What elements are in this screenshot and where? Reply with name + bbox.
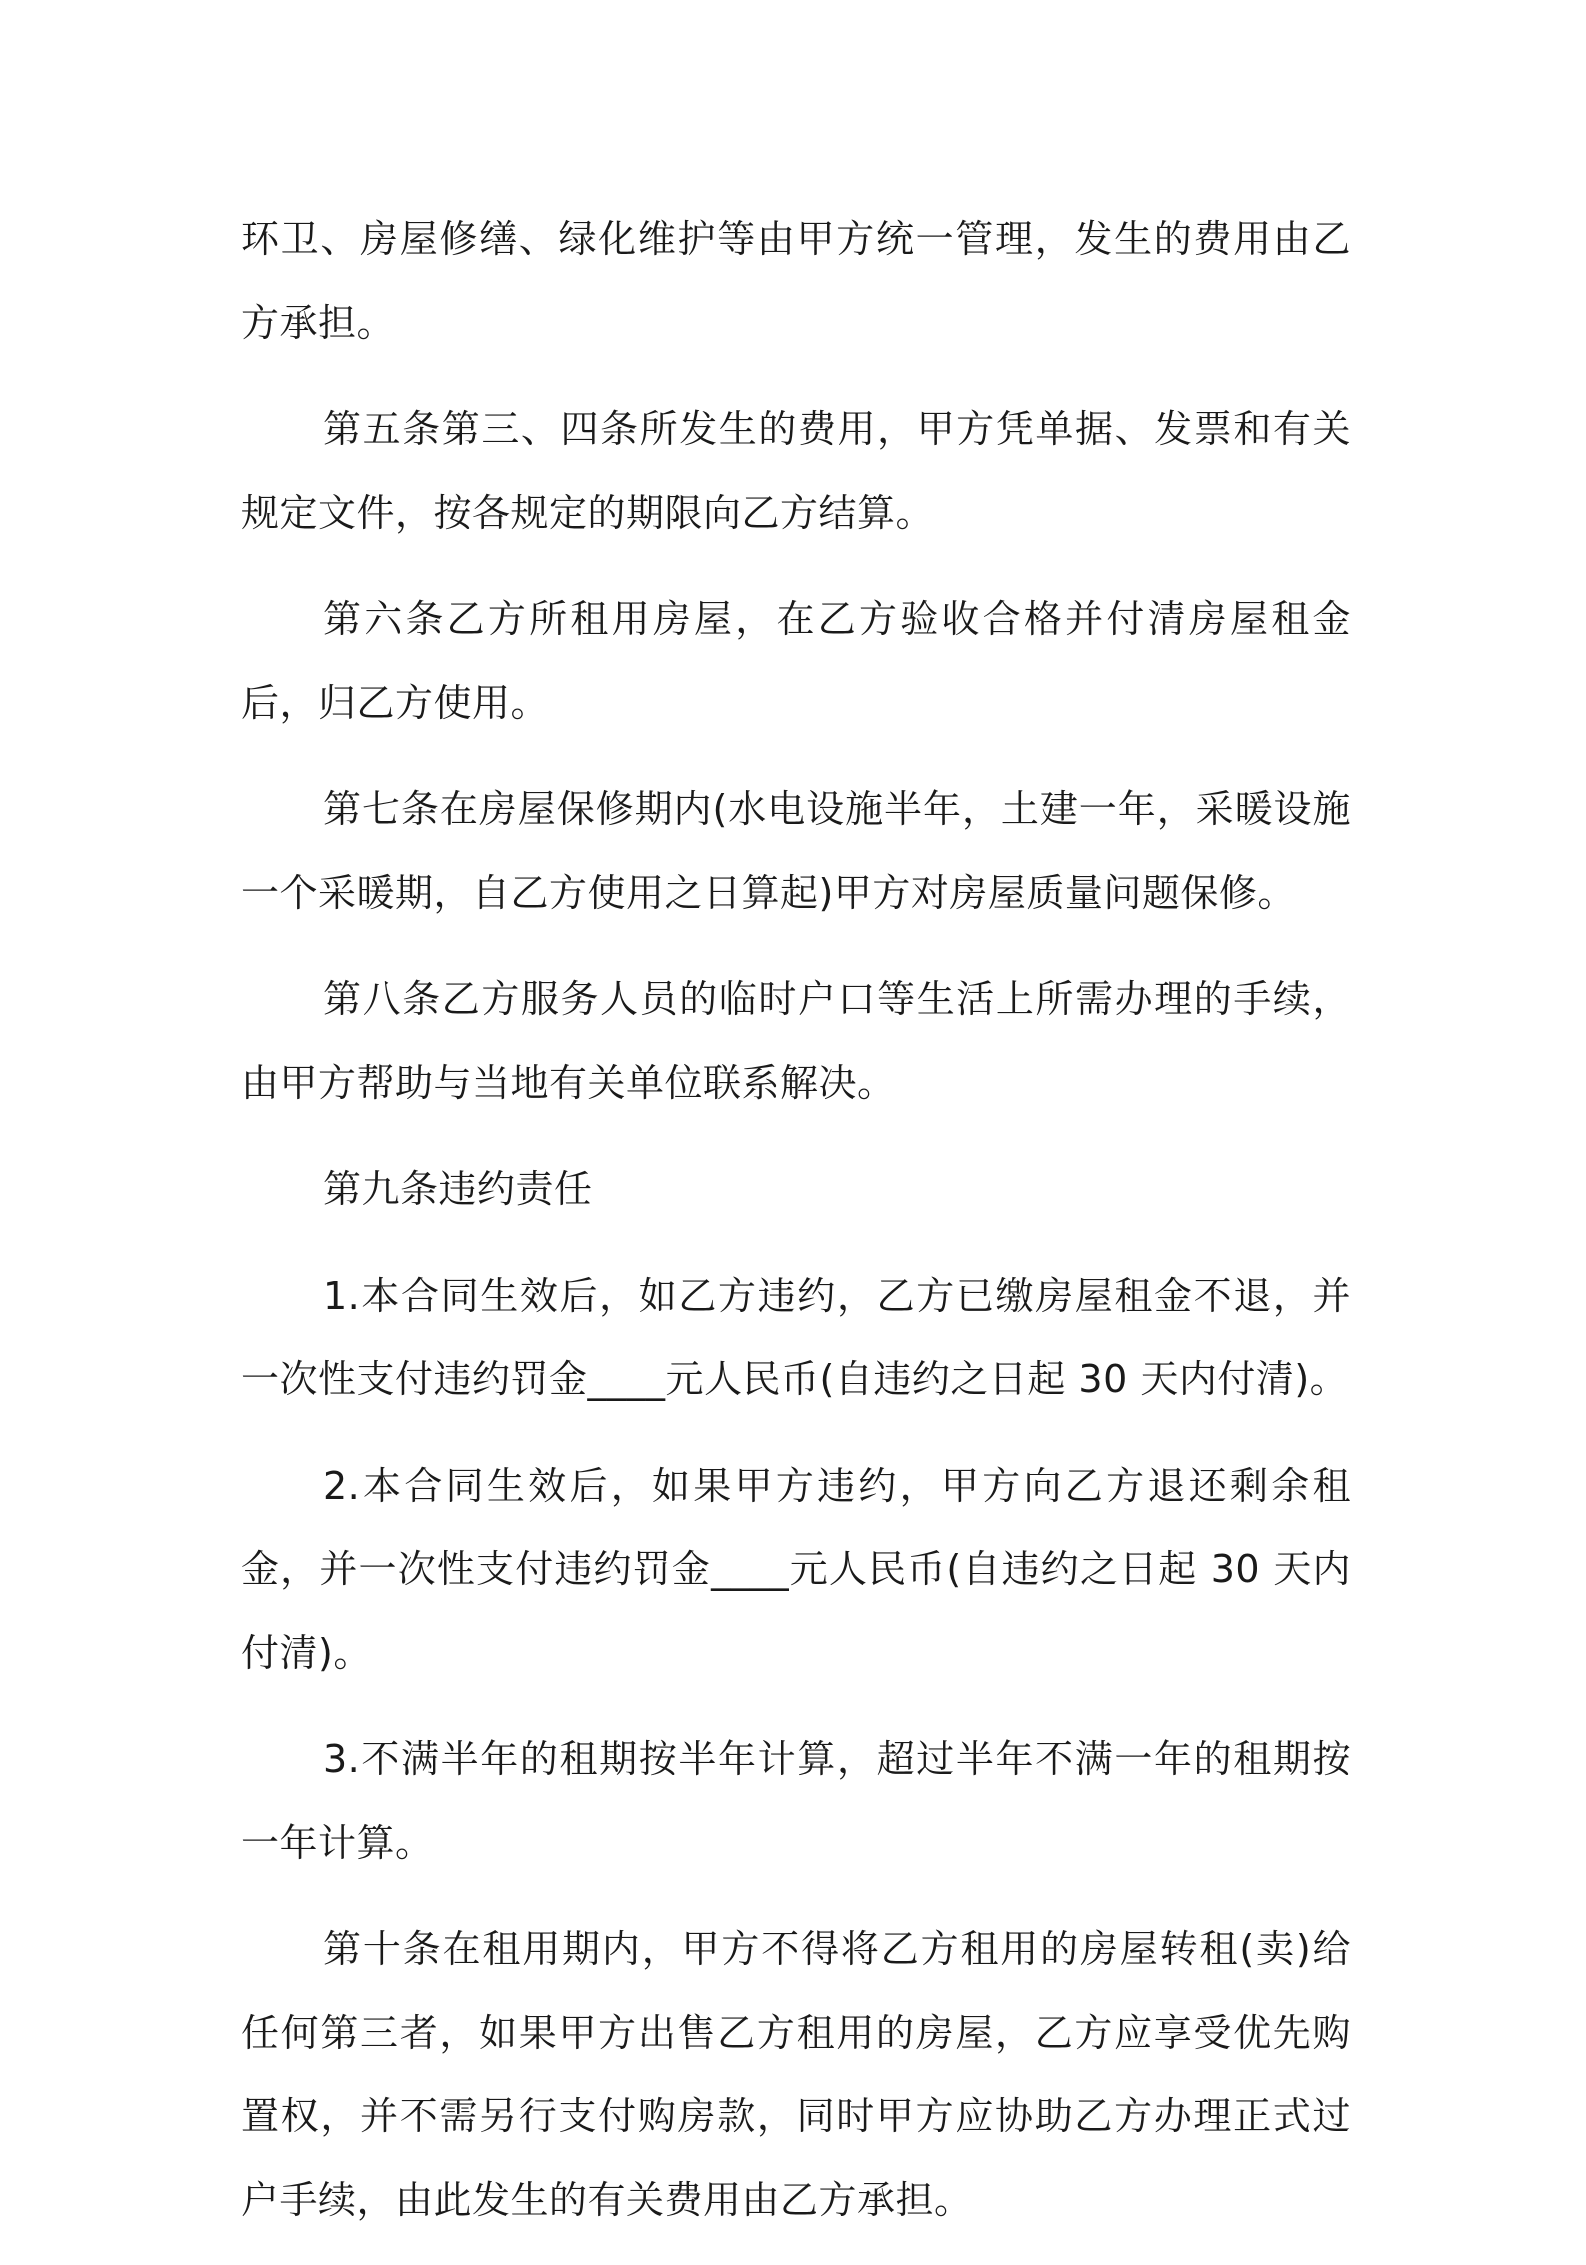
document-body [241, 198, 1351, 2265]
paragraph-clause-2: 2.本合同生效后，如果甲方违约，甲方向乙方退还剩余租金，并一次性支付违约罚金____元人民币(自违约之日起 30 天内付清)。 [241, 1463, 1351, 1675]
paragraph-article-10: 第十条在租用期内，甲方不得将乙方租用的房屋转租(卖)给任何第三者，如果甲方出售乙方租用的房屋，乙方应享受优先购置权，并不需另行支付购房款，同时甲方应协助乙方办理正式过户手续，由此发生的有关费用由乙方承担。 [241, 1927, 1351, 2222]
paragraph-clause-1: 1.本合同生效后，如乙方违约，乙方已缴房屋租金不退，并一次性支付违约罚金____元人民币(自违约之日起 30 天内付清)。 [241, 1273, 1351, 1401]
paragraph-article-5: 第五条第三、四条所发生的费用，甲方凭单据、发票和有关规定文件，按各规定的期限向乙方结算。 [241, 407, 1351, 535]
paragraph-article-8: 第八条乙方服务人员的临时户口等生活上所需办理的手续，由甲方帮助与当地有关单位联系解决。 [241, 977, 1351, 1105]
paragraph-article-6: 第六条乙方所租用房屋，在乙方验收合格并付清房屋租金后，归乙方使用。 [241, 597, 1351, 725]
paragraph-continued: 环卫、房屋修缮、绿化维护等由甲方统一管理，发生的费用由乙方承担。 [241, 217, 1351, 345]
paragraph-clause-3: 3.不满半年的租期按半年计算，超过半年不满一年的租期按一年计算。 [241, 1737, 1351, 1865]
paragraph-article-7: 第七条在房屋保修期内(水电设施半年，土建一年，采暖设施一个采暖期，自乙方使用之日算起)甲方对房屋质量问题保修。 [241, 787, 1351, 915]
paragraph-article-9-heading: 第九条违约责任 [323, 1167, 593, 1211]
